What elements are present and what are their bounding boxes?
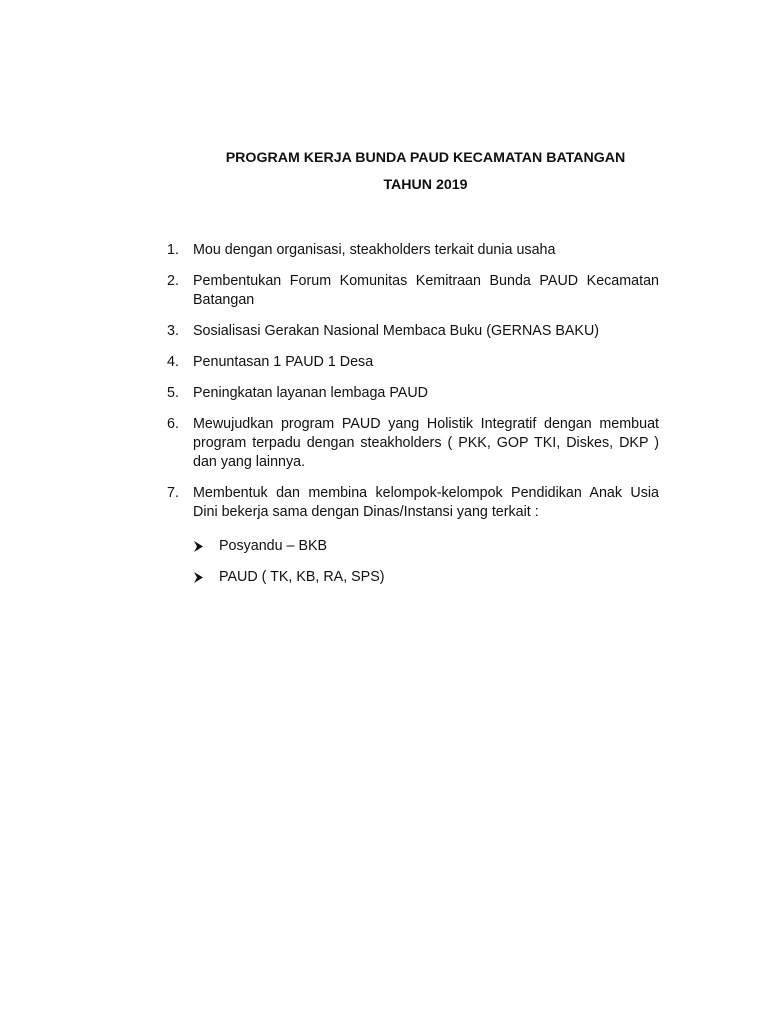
item-text: Mewujudkan program PAUD yang Holistik Integratif dengan membuat program terpadu dengan steakholders ( PKK, GOP TKI, Diskes, DKP ) dan yang lainnya. [193, 416, 659, 470]
item-number: 4. [167, 354, 179, 370]
item-text: Membentuk dan membina kelompok-kelompok Pendidikan Anak Usia Dini bekerja sama dengan Dinas/Instansi yang terkait : [193, 485, 659, 520]
program-item-4 [167, 353, 659, 372]
sub-item-paud [193, 568, 659, 587]
program-item-3 [167, 322, 659, 341]
program-item-1 [167, 241, 659, 260]
item-number: 7. [167, 485, 179, 501]
program-item-2 [167, 272, 659, 310]
item-text: Sosialisasi Gerakan Nasional Membaca Buku (GERNAS BAKU) [193, 323, 600, 339]
program-item-6 [167, 415, 659, 472]
sub-item-posyandu [193, 537, 659, 556]
item-number: 6. [167, 416, 179, 432]
item-text: Penuntasan 1 PAUD 1 Desa [193, 354, 374, 370]
document-title: PROGRAM KERJA BUNDA PAUD KECAMATAN BATANGAN [225, 150, 626, 166]
item-number: 5. [167, 385, 179, 401]
item-text: Mou dengan organisasi, steakholders terkait dunia usaha [193, 242, 556, 258]
institution-sub-list [193, 537, 659, 587]
item-number: 3. [167, 323, 179, 339]
sub-item-text: PAUD ( TK, KB, RA, SPS) [219, 569, 385, 585]
arrowhead-bullet-icon [193, 572, 204, 583]
item-number: 2. [167, 273, 179, 289]
item-text: Pembentukan Forum Komunitas Kemitraan Bunda PAUD Kecamatan Batangan [193, 273, 659, 308]
document-subtitle-year: TAHUN 2019 [383, 177, 468, 193]
program-list [167, 241, 659, 599]
arrowhead-bullet-icon [193, 541, 204, 552]
item-text: Peningkatan layanan lembaga PAUD [193, 385, 428, 401]
program-item-5 [167, 384, 659, 403]
sub-item-text: Posyandu – BKB [219, 538, 328, 554]
program-item-7 [167, 484, 659, 587]
item-number: 1. [167, 242, 179, 258]
